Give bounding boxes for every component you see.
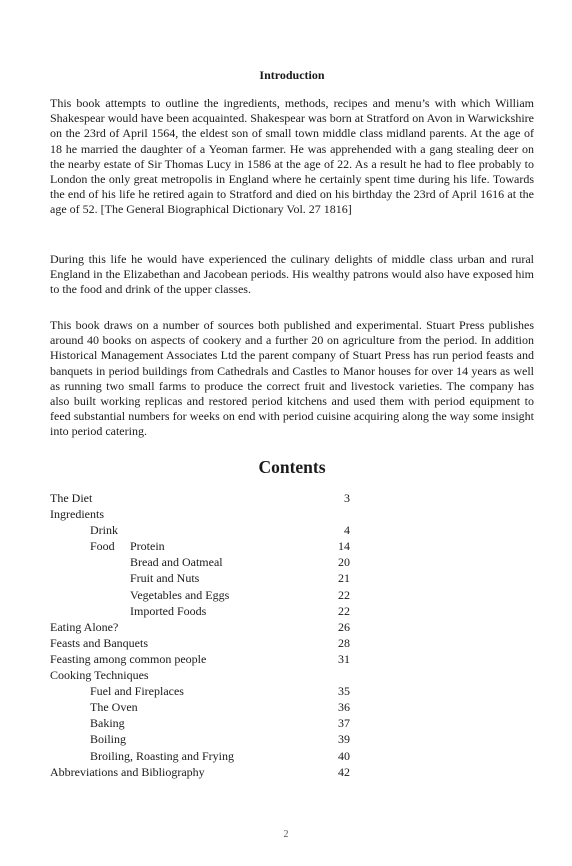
toc-entry-page: 37 <box>338 716 350 731</box>
intro-paragraph-2: During this life he would have experienced the culinary delights of middle class urban and rural England in the Elizabethan and Jacobean periods. His wealthy patrons would also have exposed him to the food and drink of the upper classes. <box>50 252 534 297</box>
toc-row <box>50 603 350 619</box>
toc-row <box>50 715 350 731</box>
toc-entry-title: Imported Foods <box>130 603 207 618</box>
toc-entry-page: 40 <box>338 748 350 763</box>
toc-entry-page: 28 <box>338 635 350 650</box>
toc-entry-title: Baking <box>90 716 125 731</box>
toc-entry-title: Drink <box>90 523 118 538</box>
toc-row <box>50 506 350 522</box>
toc-entry-page: 21 <box>338 571 350 586</box>
toc-row <box>50 538 350 554</box>
toc-row <box>50 490 350 506</box>
toc-row <box>50 554 350 570</box>
toc-entry-page: 39 <box>338 732 350 747</box>
toc-entry-page: 31 <box>338 651 350 666</box>
page-number: 2 <box>283 829 289 840</box>
toc-entry-title: Ingredients <box>50 507 104 522</box>
toc-row <box>50 635 350 651</box>
toc-entry-page: 4 <box>344 523 350 538</box>
toc-entry-title: Bread and Oatmeal <box>130 555 223 570</box>
toc-entry-page: 14 <box>338 539 350 554</box>
toc-entry-page: 36 <box>338 700 350 715</box>
toc-row <box>50 683 350 699</box>
toc-entry-title: Feasting among common people <box>50 651 207 666</box>
toc-row <box>50 619 350 635</box>
toc-entry-page: 22 <box>338 587 350 602</box>
toc-entry-title: The Diet <box>50 491 93 505</box>
toc-row <box>50 570 350 586</box>
intro-paragraph-3: This book draws on a number of sources both published and experimental. Stuart Press publishes around 40 books on aspects of cookery and a further 20 on agriculture from the period. In addition Historical Management Associates Ltd the parent company of Stuart Press has run period feasts and banquets in period buildings from Cathedrals and Castles to Manor houses for over 14 years as well as running two small farms to produce the correct fruit and livestock varieties. The company has also built working replicas and restored period kitchens and used them with period equipment to feed substantial numbers for weeks on end with period cuisine acquiring along the way some insight into period catering. <box>50 318 534 439</box>
toc-row <box>50 731 350 747</box>
introduction-heading: Introduction <box>259 68 325 82</box>
toc-entry-page: 35 <box>338 684 350 699</box>
toc-entry-title: Protein <box>130 539 165 554</box>
toc-row <box>50 587 350 603</box>
toc-row <box>50 699 350 715</box>
contents-heading: Contents <box>258 457 326 477</box>
toc-entry-title: Boiling <box>90 732 127 747</box>
toc-entry-title: Feasts and Banquets <box>50 635 148 650</box>
toc-entry-title: Cooking Techniques <box>50 668 149 683</box>
toc-row <box>50 667 350 683</box>
toc-entry-page: 42 <box>338 764 350 779</box>
toc-row <box>50 764 350 780</box>
toc-row <box>50 748 350 764</box>
toc-entry-title: Fruit and Nuts <box>130 571 200 586</box>
toc-entry-page: 20 <box>338 555 350 570</box>
toc-row <box>50 522 350 538</box>
intro-paragraph-1: This book attempts to outline the ingredients, methods, recipes and menu’s with which William Shakespear would have been acquainted. Shakespear was born at Stratford on Avon in Warwickshire on the 23rd of April 1564, the eldest son of small town middle class midland parents. At the age of 18 he married the daughter of a Yeoman farmer. He was apprehended with a gang stealing deer on the nearby estate of Sir Thomas Lucy in 1586 at the age of 22. As a result he had to flee probably to London the only great metropolis in England where he certainly spent time during his life. Towards the end of his life he retired again to Stratford and died on his birthday the 23rd of April 1616 at the age of 52. [The General Biographical Dictionary Vol. 27 1816] <box>50 96 534 217</box>
toc-entry-title: Food <box>90 539 115 554</box>
toc-row <box>50 651 350 667</box>
toc-entry-title: Broiling, Roasting and Frying <box>90 748 234 763</box>
toc-entry-page: 3 <box>344 491 350 505</box>
toc-entry-page: 22 <box>338 603 350 618</box>
toc-entry-title: Fuel and Fireplaces <box>90 684 184 699</box>
toc-entry-title: Vegetables and Eggs <box>130 587 230 602</box>
toc-entry-page: 26 <box>338 619 350 634</box>
toc-entry-title: Eating Alone? <box>50 619 119 634</box>
table-of-contents <box>50 490 350 780</box>
toc-entry-title: The Oven <box>90 700 138 715</box>
toc-entry-title: Abbreviations and Bibliography <box>50 764 205 779</box>
